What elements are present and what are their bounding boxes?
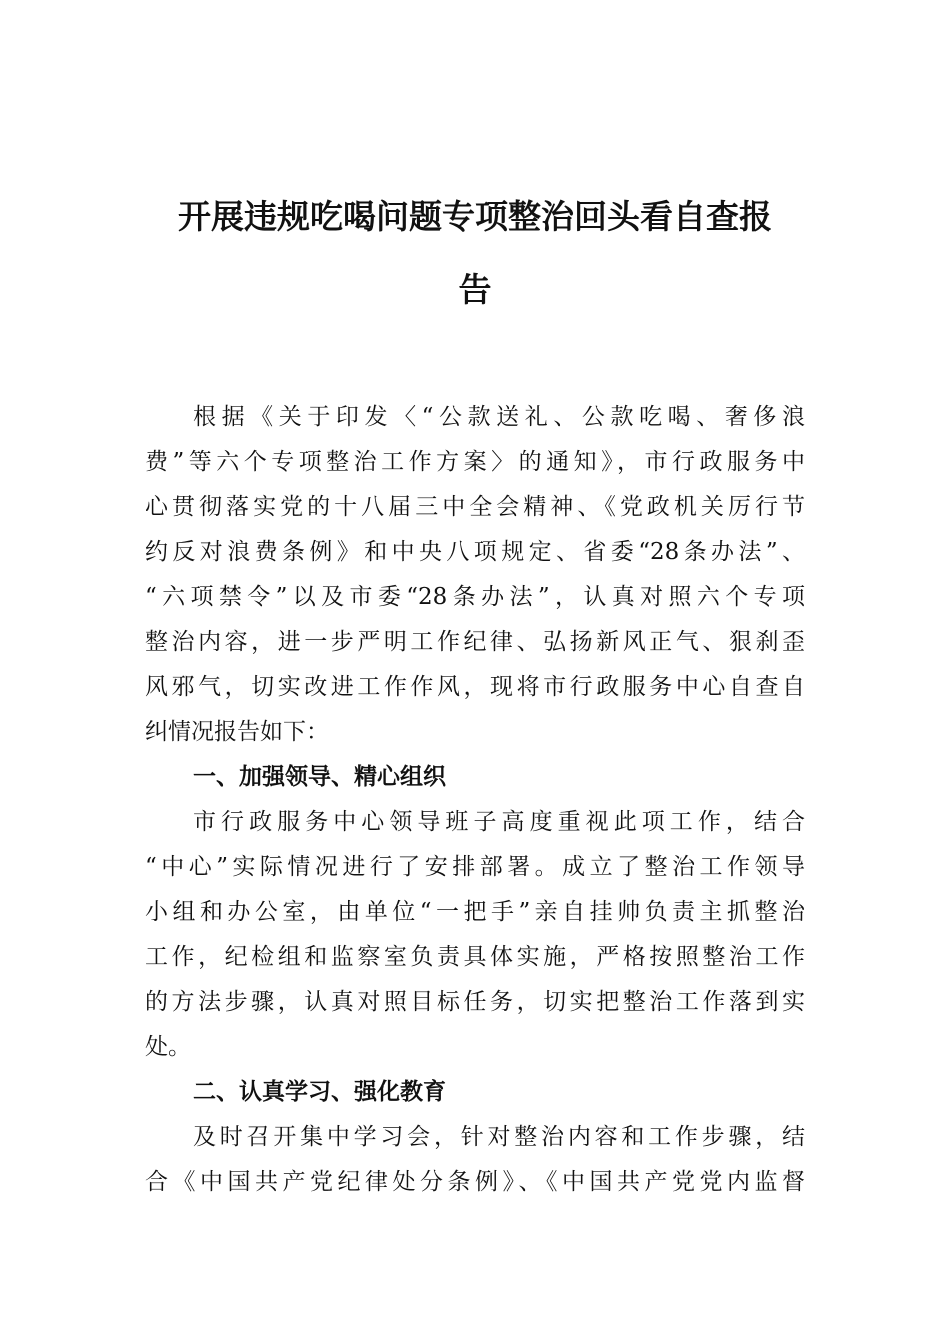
- paragraph-section-2: [145, 1115, 805, 1205]
- paragraph-section-1: [145, 800, 805, 1070]
- section-heading-1: 一、加强领导、精心组织: [193, 764, 446, 790]
- paragraph-intro: [145, 395, 805, 755]
- text-line: 约反对浪费条例》和中央八项规定、省委“28条办法”、: [145, 539, 805, 565]
- text-line: 及时召开集中学习会，针对整治内容和工作步骤，结: [193, 1124, 805, 1150]
- text-line: 纠情况报告如下：: [145, 719, 329, 745]
- title-line-1: 开展违规吃喝问题专项整治回头看自查报: [178, 197, 772, 236]
- text-line: 整治内容，进一步严明工作纪律、弘扬新风正气、狠刹歪: [145, 629, 805, 655]
- text-line: 小组和办公室，由单位“一把手”亲自挂帅负责主抓整治: [145, 899, 805, 925]
- document-body: [145, 395, 805, 1205]
- text-line: 根据《关于印发〈“公款送礼、公款吃喝、奢侈浪: [193, 404, 805, 430]
- text-line: 费”等六个专项整治工作方案〉的通知》，市行政服务中: [145, 449, 805, 475]
- text-line: 心贯彻落实党的十八届三中全会精神、《党政机关厉行节: [145, 494, 805, 520]
- document-title: [140, 180, 810, 326]
- text-line: 的方法步骤，认真对照目标任务，切实把整治工作落到实: [145, 989, 805, 1015]
- text-line: 工作，纪检组和监察室负责具体实施，严格按照整治工作: [145, 944, 805, 970]
- title-line-2: 告: [458, 270, 492, 309]
- text-line: 处。: [145, 1034, 191, 1060]
- text-line: 风邪气，切实改进工作作风，现将市行政服务中心自查自: [145, 674, 805, 700]
- text-line: 市行政服务中心领导班子高度重视此项工作，结合: [193, 809, 805, 835]
- text-line: “六项禁令”以及市委“28条办法”，认真对照六个专项: [145, 584, 805, 610]
- text-line: 合《中国共产党纪律处分条例》、《中国共产党党内监督: [145, 1169, 805, 1195]
- section-heading-2: 二、认真学习、强化教育: [193, 1079, 446, 1105]
- text-line: “中心”实际情况进行了安排部署。成立了整治工作领导: [145, 854, 805, 880]
